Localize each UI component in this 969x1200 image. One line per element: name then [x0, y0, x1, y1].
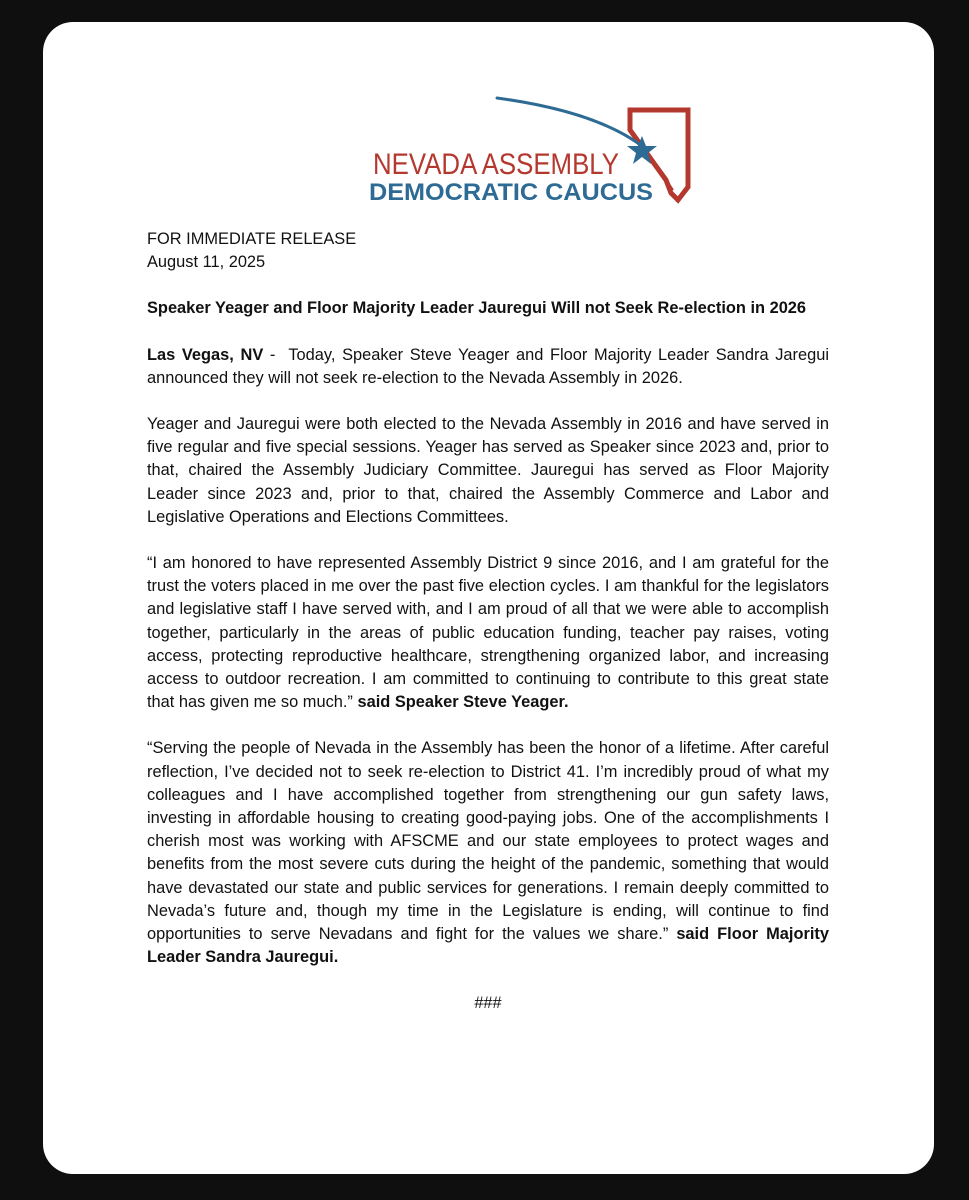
dateline-separator: - — [263, 345, 289, 364]
quote-yeager — [147, 552, 829, 714]
release-date: August 11, 2025 — [147, 253, 266, 272]
logo-line1: NEVADA ASSEMBLY — [373, 148, 619, 181]
background-paragraph: Yeager and Jauregui were both elected to the Nevada Assembly in 2016 and have served in five regular and five special sessions. Yeager has served as Speaker since 2023 and, prior to that, chaired the Assembly Judiciary Committee. Jauregui has served as Floor Majority Leader since 2023 and, prior to that, chaired the Assembly Commerce and Labor and Legislative Operations and Elections Committees. — [147, 415, 829, 526]
dateline-paragraph — [147, 344, 829, 390]
headline: Speaker Yeager and Floor Majority Leader Jauregui Will not Seek Re-election in 2026 — [147, 299, 807, 318]
release-body — [147, 228, 829, 1016]
press-release-page — [43, 22, 934, 1174]
quote-jauregui-attribution: said Floor Majority Leader Sandra Jauregui. — [147, 925, 829, 967]
quote-yeager-text: “I am honored to have represented Assembly District 9 since 2016, and I am grateful for the trust the voters placed in me over the past five election cycles. I am thankful for the legislators and legislative staff I have served with, and I am proud of all that we were able to accomplish together, particularly in the areas of public education funding, teacher pay raises, voting access, protecting reproductive healthcare, strengthening organized labor, and increasing access to outdoor recreation. I am committed to continuing to contribute to this great state that has given me so much.” — [147, 554, 829, 712]
quote-yeager-attribution: said Speaker Steve Yeager. — [357, 693, 569, 712]
caucus-logo — [321, 90, 701, 208]
dateline-place: Las Vegas, NV — [147, 345, 264, 364]
release-header — [147, 228, 829, 274]
release-label: FOR IMMEDIATE RELEASE — [147, 230, 357, 248]
swoosh-icon — [497, 98, 647, 150]
quote-jauregui — [147, 737, 829, 969]
end-mark: ### — [474, 994, 502, 1013]
quote-jauregui-text: “Serving the people of Nevada in the Assembly has been the honor of a lifetime. After careful reflection, I’ve decided not to seek re-election to District 41. I’m incredibly proud of what my colleagues and I have accomplished together from strengthening our gun safety laws, investing in affordable housing to creating good-paying jobs. One of the accomplishments I cherish most was working with AFSCME and our state employees to protect wages and benefits from the most severe cuts during the height of the pandemic, something that would have devastated our state and public services for generations. I remain deeply committed to Nevada’s future and, though my time in the Legislature is ending, will continue to find opportunities to serve Nevadans and fight for the values we share.” — [147, 739, 829, 944]
logo-line2: DEMOCRATIC CAUCUS — [369, 179, 653, 206]
dateline-text: Today, Speaker Steve Yeager and Floor Majority Leader Sandra Jaregui announced they will not seek re-election to the Nevada Assembly in 2026. — [147, 345, 829, 387]
